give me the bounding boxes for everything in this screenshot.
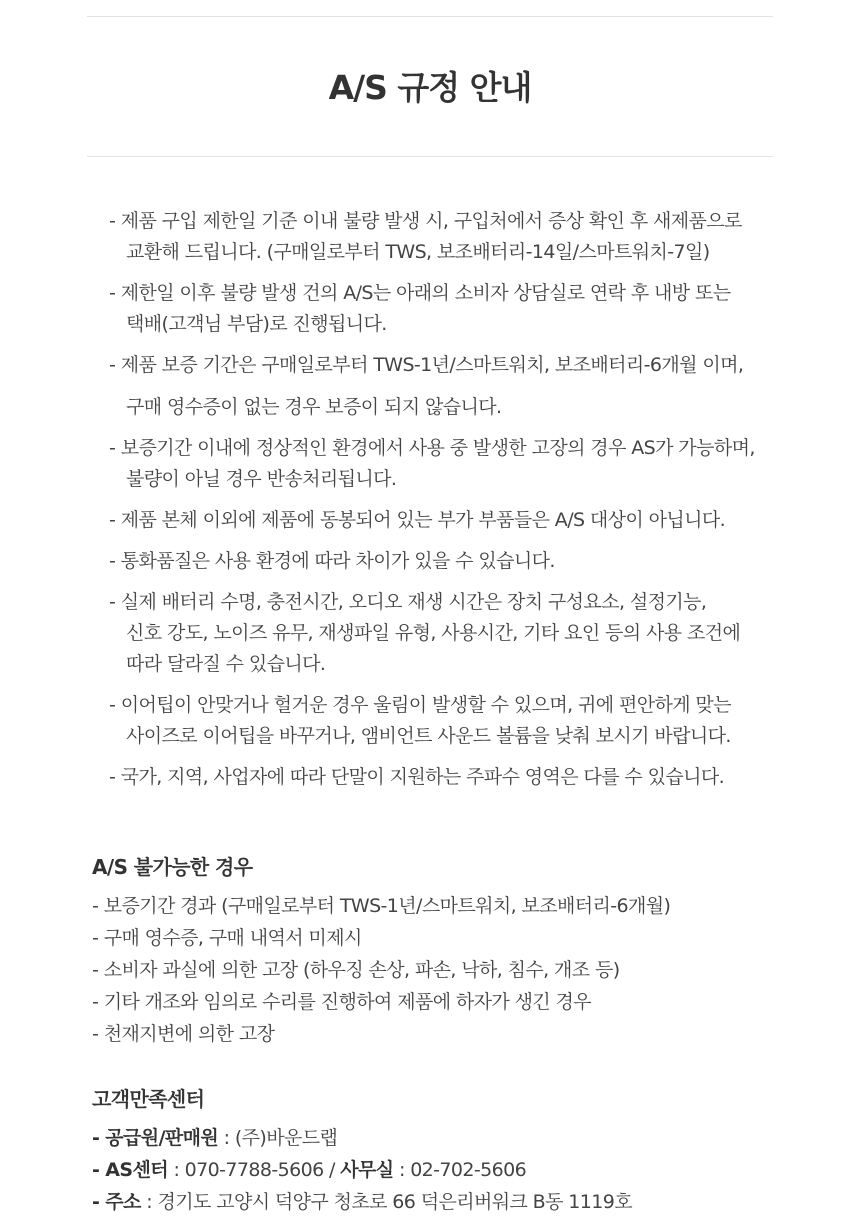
rule-line: - 제품 보증 기간은 구매일로부터 TWS-1년/스마트워치, 보조배터리-6개월 이며, [109,354,744,376]
rule-line: - 통화품질은 사용 환경에 따라 차이가 있을 수 있습니다. [109,550,555,572]
rule-item [92,587,822,680]
address-label: - 주소 [92,1191,141,1213]
address-value: : 경기도 고양시 덕양구 청초로 66 덕은리버워크 B동 1119호 [140,1191,633,1213]
rule-line: 교환해 드립니다. (구매일로부터 TWS, 보조배터리-14일/스마트워치-7일) [126,241,710,263]
not-available-item: - 천재지변에 의한 고장 [92,1023,275,1045]
rule-line: 구매 영수증이 없는 경우 보증이 되지 않습니다. [126,396,502,418]
rule-line: 택배(고객님 부담)로 진행됩니다. [126,313,387,335]
supplier-row [92,1122,632,1154]
rule-item [92,350,822,423]
customer-center-title: 고객만족센터 [92,1087,205,1111]
rule-item [92,206,822,268]
supplier-value: : (주)바운드랩 [218,1127,338,1149]
rule-line: 불량이 아닐 경우 반송처리됩니다. [126,468,397,490]
as-center-phone: : 070-7788-5606 / [168,1159,341,1181]
rule-line: - 제한일 이후 불량 발생 건의 A/S는 아래의 소비자 상담실로 연락 후 내방 또는 [109,282,731,304]
rule-item [92,505,822,536]
supplier-label: - 공급원/판매원 [92,1127,219,1149]
rule-line: - 이어팁이 안맞거나 헐거운 경우 울림이 발생할 수 있으며, 귀에 편안하게 맞는 [109,694,731,716]
rule-line: 사이즈로 이어팁을 바꾸거나, 앰비언트 사운드 볼륨을 낮춰 보시기 바랍니다. [126,725,731,747]
not-available-item: - 구매 영수증, 구매 내역서 미제시 [92,927,362,949]
not-available-item: - 기타 개조와 임의로 수리를 진행하여 제품에 하자가 생긴 경우 [92,991,592,1013]
rule-item [92,762,822,793]
as-rules-list [92,206,822,803]
rule-line: - 제품 구입 제한일 기준 이내 불량 발생 시, 구입처에서 증상 확인 후 새제품으로 [109,210,742,232]
page-title: A/S 규정 안내 [328,68,532,107]
office-phone: : 02-702-5606 [393,1159,527,1181]
not-available-title: A/S 불가능한 경우 [92,855,253,879]
not-available-item: - 소비자 과실에 의한 고장 (하우징 손상, 파손, 낙하, 침수, 개조 등) [92,959,620,981]
as-center-row [92,1154,632,1186]
rule-line: - 실제 배터리 수명, 충전시간, 오디오 재생 시간은 장치 구성요소, 설정기능, [109,591,707,613]
as-center-label: - AS센터 [92,1159,168,1181]
rule-line: - 보증기간 이내에 정상적인 환경에서 사용 중 발생한 고장의 경우 AS가 가능하며, [109,437,755,459]
rule-line: 따라 달라질 수 있습니다. [126,653,326,675]
rule-line: 신호 강도, 노이즈 유무, 재생파일 유형, 사용시간, 기타 요인 등의 사용 조건에 [126,622,741,644]
not-available-item: - 보증기간 경과 (구매일로부터 TWS-1년/스마트워치, 보조배터리-6개월) [92,895,671,917]
title-divider [87,156,773,157]
rule-line: - 제품 본체 이외에 제품에 동봉되어 있는 부가 부품들은 A/S 대상이 아닙니다. [109,509,726,531]
office-label: 사무실 [340,1159,394,1181]
not-available-list [92,890,670,1050]
rule-line: - 국가, 지역, 사업자에 따라 단말이 지원하는 주파수 영역은 다를 수 있습니다. [109,766,725,788]
customer-center-list [92,1122,632,1218]
top-divider [87,16,773,17]
rule-item [92,278,822,340]
rule-item [92,433,822,495]
rule-item [92,546,822,577]
address-row [92,1186,632,1218]
rule-item [92,690,822,752]
